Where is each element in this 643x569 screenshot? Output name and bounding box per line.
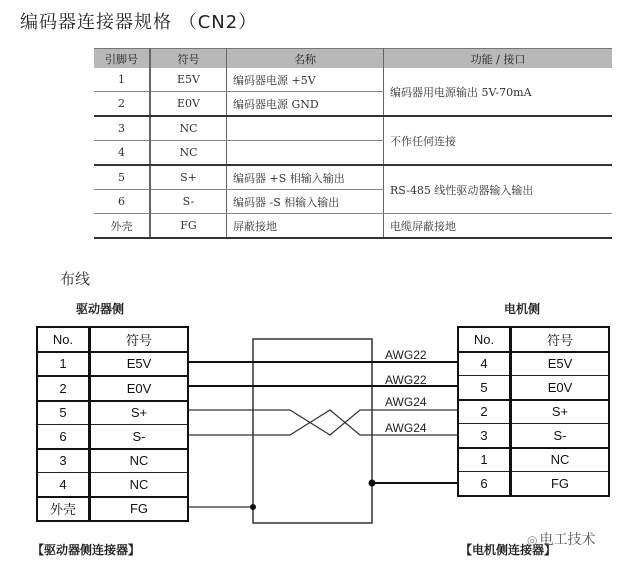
symbol-cell: S-: [90, 425, 189, 449]
symbol-cell: NC: [511, 448, 610, 472]
symbol-cell: S-: [511, 424, 610, 448]
symbol-cell: E5V: [90, 352, 189, 377]
wechat-icon: ◎: [527, 533, 538, 547]
header-symbol: 符号: [90, 327, 189, 352]
symbol-cell: E0V: [150, 92, 227, 117]
no-cell: 3: [37, 449, 90, 473]
name-cell: 编码器电源 +5V: [227, 68, 384, 92]
table-row: [458, 448, 609, 472]
symbol-cell: S+: [511, 400, 610, 424]
header-name: 名称: [227, 49, 384, 69]
name-cell: 编码器 -S 相输入输出: [227, 190, 384, 214]
wiring-section-title: 布线: [60, 270, 91, 288]
motor-connector-caption: 【电机侧连接器】: [460, 543, 557, 557]
table-header: [458, 327, 609, 352]
symbol-cell: FG: [511, 472, 610, 496]
driver-connector-caption: 【驱动器侧连接器】: [32, 543, 141, 557]
header-symbol: 符号: [511, 327, 610, 352]
table-row: [458, 400, 609, 424]
table-row: [37, 497, 188, 522]
symbol-cell: FG: [90, 497, 189, 522]
header-function: 功能 / 接口: [384, 49, 613, 69]
symbol-cell: NC: [90, 473, 189, 497]
table-row: [37, 449, 188, 473]
table-row: [37, 401, 188, 425]
no-cell: 4: [458, 352, 511, 376]
no-cell: 6: [458, 472, 511, 496]
symbol-cell: NC: [150, 141, 227, 166]
table-row: [458, 424, 609, 448]
function-cell: 编码器用电源输出 5V-70mA: [384, 68, 613, 116]
symbol-cell: NC: [90, 449, 189, 473]
symbol-cell: E5V: [511, 352, 610, 376]
watermark-text: 电工技术: [539, 532, 596, 548]
no-cell: 3: [458, 424, 511, 448]
pin-cell: 3: [94, 116, 150, 141]
pin-cell: 1: [94, 68, 150, 92]
watermark: [527, 529, 595, 549]
header-pin: 引脚号: [94, 49, 150, 69]
symbol-cell: S+: [90, 401, 189, 425]
driver-connector-table: [36, 326, 189, 522]
pin-cell: 外壳: [94, 214, 150, 239]
header-symbol: 符号: [150, 49, 227, 69]
junction-dot: [369, 480, 376, 487]
motor-side-label: 电机侧: [504, 302, 541, 316]
table-row: [37, 376, 188, 401]
function-cell: 电缆屏蔽接地: [384, 214, 613, 239]
pin-cell: 6: [94, 190, 150, 214]
symbol-cell: FG: [150, 214, 227, 239]
no-cell: 1: [37, 352, 90, 377]
symbol-cell: NC: [150, 116, 227, 141]
motor-connector-table: [457, 326, 610, 497]
symbol-cell: S-: [150, 190, 227, 214]
symbol-cell: E5V: [150, 68, 227, 92]
symbol-cell: E0V: [511, 376, 610, 400]
wire-gauge-label: AWG22: [385, 373, 427, 387]
wire-gauge-label: AWG24: [385, 421, 427, 435]
driver-side-label: 驱动器侧: [76, 302, 125, 316]
wire-gauge-label: AWG24: [385, 395, 427, 409]
name-cell: 编码器电源 GND: [227, 92, 384, 117]
table-header: [37, 327, 188, 352]
pin-cell: 5: [94, 165, 150, 190]
no-cell: 4: [37, 473, 90, 497]
no-cell: 5: [37, 401, 90, 425]
table-row: [37, 352, 188, 377]
header-no: No.: [37, 327, 90, 352]
shield-box: [253, 339, 372, 523]
name-cell: 屏蔽接地: [227, 214, 384, 239]
no-cell: 1: [458, 448, 511, 472]
pin-cell: 4: [94, 141, 150, 166]
symbol-cell: S+: [150, 165, 227, 190]
function-cell: RS-485 线性驱动器输入输出: [384, 165, 613, 214]
table-row: [37, 473, 188, 497]
page-title: 编码器连接器规格 （CN2）: [20, 12, 258, 33]
no-cell: 5: [458, 376, 511, 400]
header-no: No.: [458, 327, 511, 352]
no-cell: 外壳: [37, 497, 90, 522]
no-cell: 2: [37, 376, 90, 401]
no-cell: 6: [37, 425, 90, 449]
function-cell: 不作任何连接: [384, 116, 613, 165]
name-cell: 编码器 +S 相输入输出: [227, 165, 384, 190]
junction-dot: [250, 504, 256, 510]
no-cell: 2: [458, 400, 511, 424]
table-row: [37, 425, 188, 449]
symbol-cell: E0V: [90, 376, 189, 401]
table-row: [458, 376, 609, 400]
table-row: [458, 352, 609, 376]
table-row: [458, 472, 609, 496]
wire-gauge-label: AWG22: [385, 348, 427, 362]
pin-cell: 2: [94, 92, 150, 117]
